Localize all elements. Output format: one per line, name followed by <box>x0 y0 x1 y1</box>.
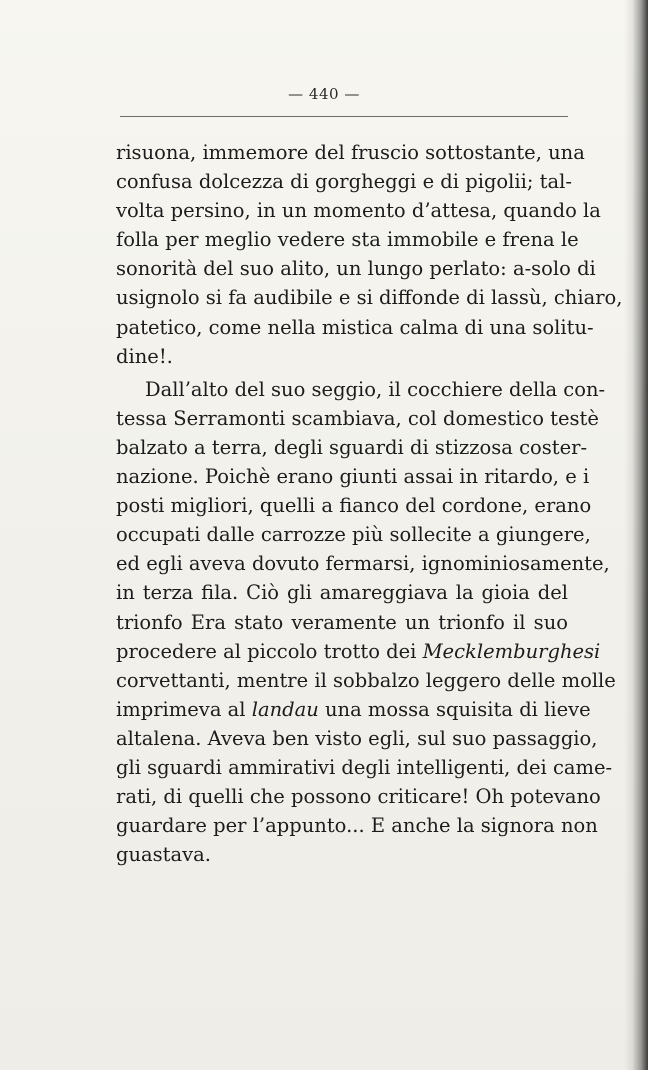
text-line: occupati dalle carrozze più sollecite a giungere, <box>116 523 591 547</box>
text-line: corvettanti, mentre il sobbalzo leggero delle molle <box>116 668 616 692</box>
text-line: posti migliori, quelli a fianco del cordone, erano <box>116 494 592 518</box>
paragraph-2 <box>116 375 616 870</box>
body-text <box>116 138 623 869</box>
text-line: nazione. Poichè erano giunti assai in ritardo, e i <box>116 465 590 489</box>
text-line: volta persino, in un momento d’attesa, quando la <box>116 199 601 223</box>
header-rule <box>120 116 568 117</box>
text-line: ed egli aveva dovuto fermarsi, ignominiosamente, <box>116 552 610 576</box>
text-fragment: imprimeva al <box>116 697 252 721</box>
text-line: gli sguardi ammirativi degli intelligenti, dei came- <box>116 755 613 779</box>
text-line: tessa Serramonti scambiava, col domestico testè <box>116 406 599 430</box>
text-fragment: procedere al piccolo trotto dei <box>116 639 423 663</box>
text-line: guastava. <box>116 843 211 867</box>
page-edge-shadow <box>624 0 648 1070</box>
text-line: trionfo Era stato veramente un trionfo il suo <box>116 610 568 634</box>
text-line: in terza fila. Ciò gli amareggiava la gioia del <box>116 581 568 605</box>
text-line: sonorità del suo alito, un lungo perlato: a-solo di <box>116 257 596 281</box>
text-line: dine!. <box>116 344 173 368</box>
text-line: risuona, immemore del fruscio sottostante, una <box>116 141 585 164</box>
text-line: altalena. Aveva ben visto egli, sul suo passaggio, <box>116 726 598 750</box>
page-number: — 440 — <box>288 85 360 103</box>
text-line-mixed <box>116 695 591 724</box>
text-line: folla per meglio vedere sta immobile e frena le <box>116 228 579 252</box>
text-line: patetico, come nella mistica calma di una solitu- <box>116 315 594 339</box>
text-fragment: una mossa squisita di lieve <box>318 697 591 721</box>
italic-word: Mecklemburghesi <box>422 639 601 663</box>
text-line: balzato a terra, degli sguardi di stizzosa coster- <box>116 435 588 459</box>
text-line: guardare per l’appunto... E anche la signora non <box>116 814 598 838</box>
italic-word: landau <box>251 697 319 721</box>
text-line-mixed <box>116 637 601 666</box>
text-line: rati, di quelli che possono criticare! Oh potevano <box>116 785 601 809</box>
text-line: usignolo si fa audibile e si diffonde di lassù, chiaro, <box>116 286 623 310</box>
text-line: Dall’alto del suo seggio, il cocchiere della con- <box>145 377 606 401</box>
paragraph-1 <box>116 138 623 371</box>
text-line: confusa dolcezza di gorgheggi e di pigolii; tal- <box>116 170 572 194</box>
